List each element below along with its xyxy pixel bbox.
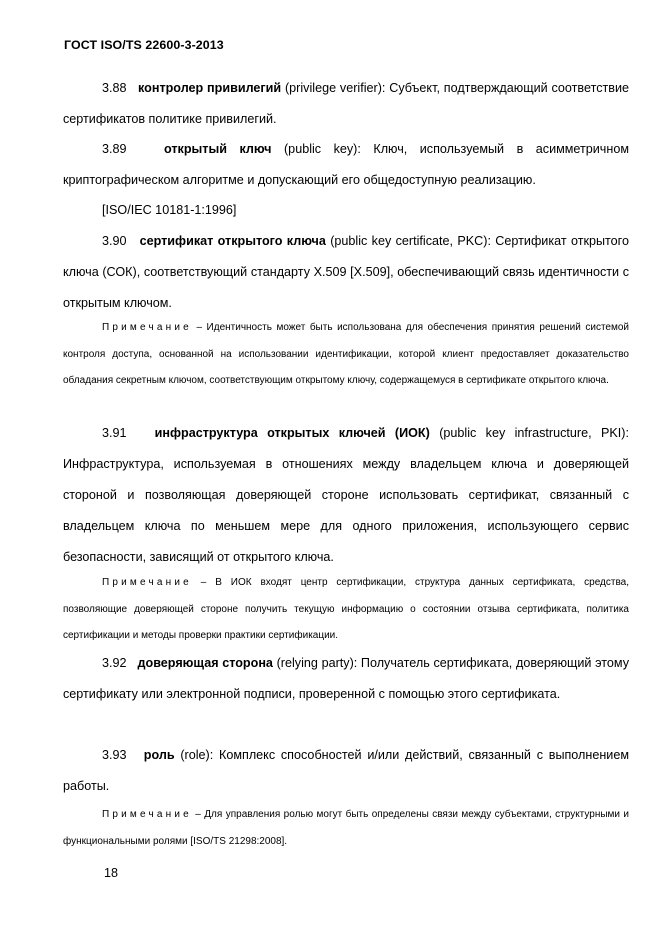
- note-label: Примечание: [102, 322, 192, 333]
- term-entry-3-88: [63, 73, 629, 135]
- term-definition: (public key infrastructure, PKI): Инфраструктура, используемая в отношениях между владельцем ключа и доверяющей стороной и позволяющая доверяющей стороне использовать сертификат, связанный с владельцем ключа по меньшем мере для одного приложения, использующего сервис безопасности, зависящий от открытого ключа.: [63, 426, 629, 564]
- note-text: – В ИОК входят центр сертификации, структура данных сертификата, средства, позволяющие доверяющей стороне получить текущую информацию о состоянии отзыва сертификата, политика сертификации и методы проверки практики сертификации.: [63, 577, 629, 641]
- term-name: сертификат открытого ключа: [139, 234, 326, 248]
- term-name: роль: [143, 748, 175, 762]
- term-number: 3.88: [102, 81, 127, 95]
- term-entry-3-91: [63, 418, 629, 573]
- document-header: ГОСТ ISO/TS 22600-3-2013: [64, 38, 224, 52]
- term-definition: (role): Комплекс способностей и/или действий, связанный с выполнением работы.: [63, 748, 629, 793]
- term-definition: (relying party): Получатель сертификата, доверяющий этому сертификату или электронной подписи, проверенной с помощью этого сертификата.: [63, 656, 629, 701]
- note-3-91: [63, 570, 629, 650]
- term-definition: (public key certificate, PKC): Сертификат открытого ключа (СОК), соответствующий стандарту X.509 [X.509], обеспечивающий связь идентичности с открытым ключом.: [63, 234, 629, 310]
- term-name: доверяющая сторона: [137, 656, 273, 670]
- note-3-90: [63, 315, 629, 395]
- note-text: – Идентичность может быть использована для обеспечения принятия решений системой контроля доступа, основанной на использовании идентификации, которой клиент предоставляет доказательство обладания секретным ключом, соответствующим открытому ключу, содержащемуся в сертификате открытого ключа.: [63, 322, 629, 386]
- term-entry-3-89: [63, 134, 629, 196]
- term-number: 3.92: [102, 656, 127, 670]
- term-name: контролер привилегий: [138, 81, 282, 95]
- term-definition: (public key): Ключ, используемый в асимметричном криптографическом алгоритме и допускающий его общедоступную реализацию.: [63, 142, 629, 187]
- term-entry-3-93: [63, 740, 629, 802]
- term-entry-3-90: [63, 226, 629, 319]
- term-name: открытый ключ: [164, 142, 272, 156]
- page-number: 18: [104, 866, 119, 880]
- note-label: Примечание: [102, 809, 192, 820]
- term-number: 3.91: [102, 426, 127, 440]
- term-number: 3.90: [102, 234, 127, 248]
- term-number: 3.93: [102, 748, 127, 762]
- note-3-93: [63, 802, 629, 855]
- term-entry-3-92: [63, 648, 629, 710]
- term-reference-3-89: [ISO/IEC 10181-1:1996]: [102, 203, 237, 217]
- term-definition: (privilege verifier): Субъект, подтверждающий соответствие сертификатов политике привилегий.: [63, 81, 629, 126]
- note-text: – Для управления ролью могут быть определены связи между субъектами, структурными и функциональными ролями [ISO/TS 21298:2008].: [63, 809, 629, 847]
- note-label: Примечание: [102, 577, 192, 588]
- term-name: инфраструктура открытых ключей (ИОК): [154, 426, 430, 440]
- term-number: 3.89: [102, 142, 127, 156]
